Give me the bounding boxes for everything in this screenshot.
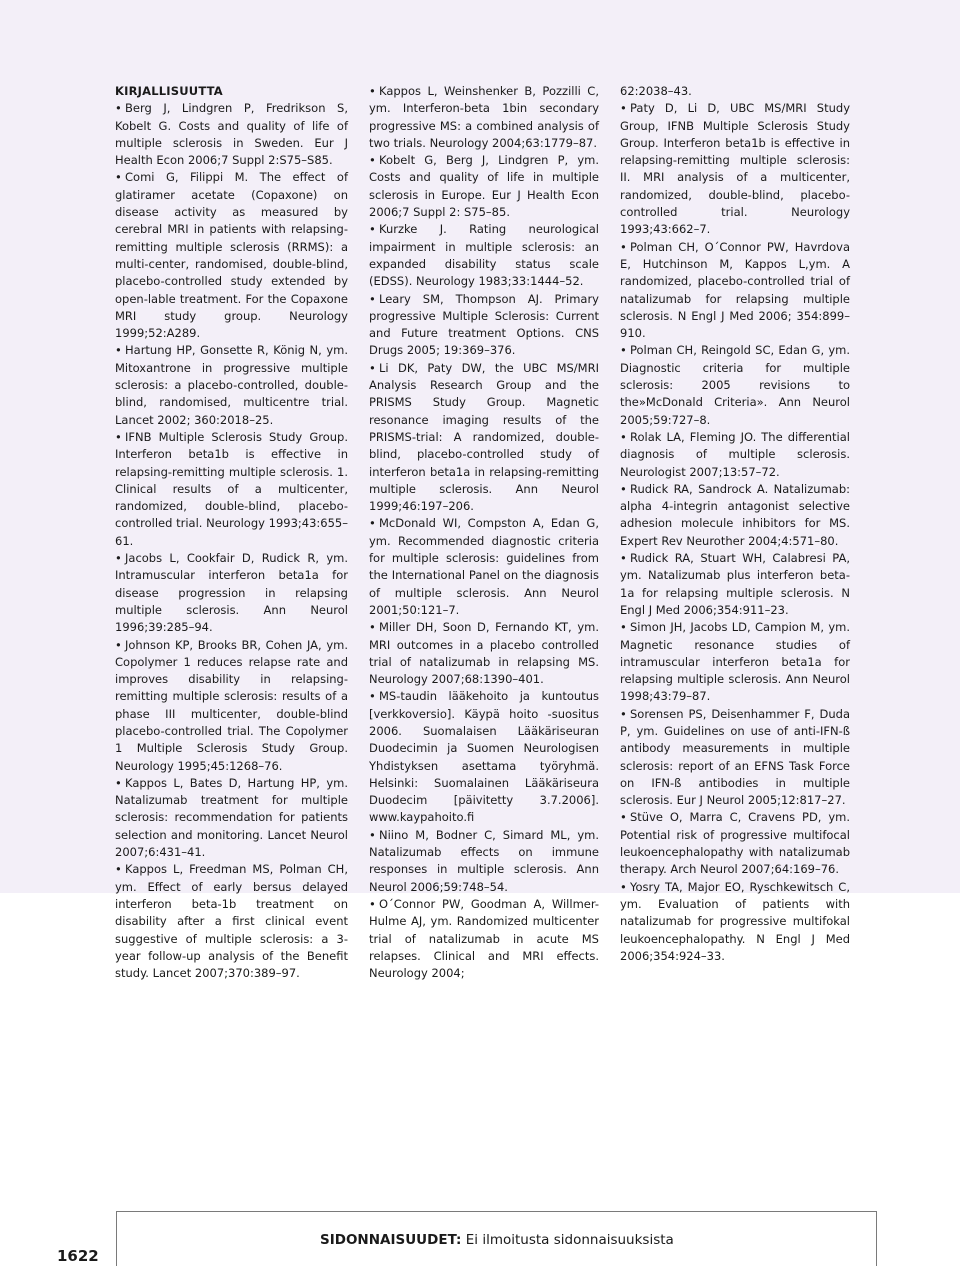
reference-text: Niino M, Bodner C, Simard ML, ym. Natalizumab effects on immune responses in multiple sclerosis. Ann Neurol 2006;59:748–54.	[369, 827, 599, 894]
reference-item	[369, 688, 599, 826]
reference-text: Miller DH, Soon D, Fernando KT, ym. MRI outcomes in a placebo controlled trial of natalizumab in relapsing MS. Neurology 2007;68:1390–401.	[369, 620, 599, 687]
reference-item	[115, 550, 348, 636]
reference-text: Jacobs L, Cookfair D, Rudick R, ym. Intramuscular interferon beta1a for disease progression in relapsing multiple sclerosis. Ann Neurol 1996;39:285–94.	[115, 551, 348, 635]
reference-item	[369, 152, 599, 221]
reference-item	[369, 827, 599, 896]
reference-text: Rolak LA, Fleming JO. The differential diagnosis of multiple sclerosis. Neurologist 2007;13:57–72.	[620, 429, 850, 479]
reference-text: Berg J, Lindgren P, Fredrikson S, Kobelt G. Costs and quality of life of multiple sclerosis in Sweden. Eur J Health Econ 2006;7 Suppl 2:S75–S85.	[115, 101, 348, 168]
reference-item	[620, 619, 850, 705]
bullet-icon: •	[620, 551, 627, 566]
disclosure-statement	[320, 1232, 674, 1248]
reference-column-1	[115, 83, 348, 982]
reference-text: Kappos L, Freedman MS, Polman CH, ym. Effect of early bersus delayed interferon beta-1b treatment on disability after a first clinical event suggestive of multiple sclerosis: a 3-year follow-up analysis of the Benefit study. Lancet 2007;370:389–97.	[115, 862, 348, 981]
reference-text: Simon JH, Jacobs LD, Campion M, ym. Magnetic resonance studies of intramuscular interferon beta1a for relapsing multiple sclerosis. Ann Neurol 1998;43:79–87.	[620, 620, 850, 704]
reference-text: Paty D, Li D, UBC MS/MRI Study Group, IFNB Multiple Sclerosis Study Group. Interferon beta1b is effective in relapsing-remitting multiple sclerosis: II. MRI analysis of a multicenter, randomized, double-blind, placebo-controlled trial. Neurology 1993;43:662–7.	[620, 101, 850, 237]
reference-item	[620, 429, 850, 481]
bullet-icon: •	[115, 862, 122, 877]
bullet-icon: •	[115, 551, 122, 566]
reference-text: Kurzke J. Rating neurological impairment in multiple sclerosis: an expanded disability status scale (EDSS). Neurology 1983;33:1444–52.	[369, 222, 599, 289]
reference-text: 62:2038–43.	[620, 84, 692, 98]
reference-text: Johnson KP, Brooks BR, Cohen JA, ym. Copolymer 1 reduces relapse rate and improves disability in relapsing-remitting multiple sclerosis: results of a phase III multicenter, double-blind placebo-controlled trial. The Copolymer 1 Multiple Sclerosis Study Group. Neurology 1995;45:1268–76.	[115, 637, 348, 773]
reference-text: Comi G, Filippi M. The effect of glatiramer acetate (Copaxone) on disease activity as measured by cerebral MRI in patients with relapsing-remitting multiple sclerosis (RRMS): a multi-center, randomised, double-blind, placebo-controlled study extended by open-lable treatment. For the Copaxone MRI study group. Neurology 1999;52:A289.	[115, 170, 348, 341]
bullet-icon: •	[369, 291, 376, 306]
reference-item	[369, 515, 599, 619]
bullet-icon: •	[369, 222, 376, 237]
bullet-icon: •	[620, 481, 627, 496]
reference-item	[620, 809, 850, 878]
bullet-icon: •	[115, 170, 122, 185]
bullet-icon: •	[620, 239, 627, 254]
bullet-icon: •	[369, 84, 376, 98]
bullet-icon: •	[620, 429, 627, 444]
page-number: 1622	[57, 1247, 99, 1265]
reference-text: Leary SM, Thompson AJ. Primary progressive Multiple Sclerosis: Current and Future treatment Options. CNS Drugs 2005; 19:369–376.	[369, 291, 599, 358]
reference-item	[115, 100, 348, 169]
reference-item	[620, 550, 850, 619]
reference-item	[620, 342, 850, 428]
bullet-icon: •	[369, 896, 376, 911]
reference-item	[369, 291, 599, 360]
reference-text: Polman CH, O´Connor PW, Havrdova E, Hutchinson M, Kappos L,ym. A randomized, placebo-controlled trial of natalizumab for relapsing multiple sclerosis. N Engl J Med 2006; 354:899–910.	[620, 239, 850, 341]
bullet-icon: •	[620, 620, 627, 635]
reference-text: O´Connor PW, Goodman A, Willmer-Hulme AJ, ym. Randomized multicenter trial of natalizumab in acute MS relapses. Clinical and MRI effects. Neurology 2004;	[369, 896, 599, 981]
bullet-icon: •	[115, 343, 122, 358]
section-heading: KIRJALLISUUTTA	[115, 84, 223, 98]
bullet-icon: •	[115, 775, 122, 790]
bullet-icon: •	[369, 360, 376, 375]
disclosure-value: Ei ilmoitusta sidonnaisuuksista	[461, 1232, 674, 1248]
reference-text: McDonald WI, Compston A, Edan G, ym. Recommended diagnostic criteria for multiple sclerosis: guidelines from the International Panel on the diagnosis of multiple sclerosis. Ann Neurol 2001;50:121–7.	[369, 516, 599, 617]
reference-list	[369, 83, 599, 982]
reference-text: Li DK, Paty DW, the UBC MS/MRI Analysis Research Group and the PRISMS Study Group. Magnetic resonance imaging results of the PRISMS-trial: A randomized, double-blind, placebo-controlled study of interferon beta1a in relapsing-remitting multiple sclerosis. Ann Neurol 1999;46:197–206.	[369, 360, 599, 514]
reference-text: Kappos L, Bates D, Hartung HP, ym. Natalizumab treatment for multiple sclerosis: recommendation for patients selection and monitoring. Lancet Neurol 2007;6:431–41.	[115, 775, 348, 860]
reference-text: Rudick RA, Stuart WH, Calabresi PA, ym. Natalizumab plus interferon beta-1a for relapsing multiple sclerosis. N Engl J Med 2006;354:911–23.	[620, 551, 850, 617]
bullet-icon: •	[369, 689, 376, 704]
reference-item	[115, 775, 348, 861]
reference-item	[620, 879, 850, 965]
reference-item	[115, 342, 348, 428]
reference-item	[369, 360, 599, 516]
bullet-icon: •	[115, 637, 122, 652]
reference-item	[369, 896, 599, 982]
reference-text: Polman CH, Reingold SC, Edan G, ym. Diagnostic criteria for multiple sclerosis: 2005 revisions to the»McDonald Criteria». Ann Neurol 2005;59:727–8.	[620, 343, 850, 427]
reference-text: Yosry TA, Major EO, Ryschkewitsch C, ym. Evaluation of patients with natalizumab for progressive multifokal leukoencephalopathy. N Engl J Med 2006;354:924–33.	[620, 879, 850, 963]
disclosure-label: SIDONNAISUUDET:	[320, 1232, 462, 1248]
reference-item	[115, 169, 348, 342]
bullet-icon: •	[620, 343, 627, 358]
reference-item	[115, 637, 348, 775]
bullet-icon: •	[620, 101, 627, 116]
reference-item	[620, 83, 850, 100]
bullet-icon: •	[115, 101, 122, 116]
reference-item	[115, 429, 348, 550]
reference-text: IFNB Multiple Sclerosis Study Group. Interferon beta1b is effective in relapsing-remitting multiple sclerosis. 1. Clinical results of a multicenter, randomized, double-blind, placebo-controlled trial. Neurology 1993;43:655–61.	[115, 429, 348, 548]
bullet-icon: •	[620, 879, 627, 894]
reference-column-3	[620, 83, 850, 965]
reference-item	[620, 100, 850, 238]
reference-text: Rudick RA, Sandrock A. Natalizumab: alpha 4-integrin antagonist selective adhesion molecule inhibitors for MS. Expert Rev Neurother 2004;4:571–80.	[620, 481, 850, 548]
reference-column-2	[369, 83, 599, 982]
reference-list	[620, 83, 850, 965]
reference-item	[620, 481, 850, 550]
reference-item	[369, 221, 599, 290]
reference-text: Kobelt G, Berg J, Lindgren P, ym. Costs and quality of life in multiple sclerosis in Europe. Eur J Health Econ 2006;7 Suppl 2: S75–85.	[369, 153, 599, 220]
bullet-icon: •	[620, 810, 627, 825]
bullet-icon: •	[620, 706, 627, 721]
reference-text: Hartung HP, Gonsette R, König N, ym. Mitoxantrone in progressive multiple sclerosis: a placebo-controlled, double-blind, randomised, multicentre trial. Lancet 2002; 360:2018–25.	[115, 343, 348, 427]
bullet-icon: •	[115, 429, 122, 444]
reference-item	[620, 706, 850, 810]
bullet-icon: •	[369, 827, 376, 842]
reference-item	[369, 619, 599, 688]
reference-item	[369, 83, 599, 152]
bullet-icon: •	[369, 153, 376, 168]
reference-item	[620, 239, 850, 343]
reference-text: Kappos L, Weinshenker B, Pozzilli C, ym. Interferon-beta 1bin secondary progressive MS: a combined analysis of two trials. Neurology 2004;63:1779–87.	[369, 84, 599, 150]
reference-item	[115, 861, 348, 982]
reference-text: Stüve O, Marra C, Cravens PD, ym. Potential risk of progressive multifocal leukoencephalopathy with natalizumab therapy. Arch Neurol 2007;64:169–76.	[620, 810, 850, 877]
bullet-icon: •	[369, 516, 376, 531]
reference-list	[115, 100, 348, 982]
bullet-icon: •	[369, 620, 376, 635]
reference-text: Sorensen PS, Deisenhammer F, Duda P, ym. Guidelines on use of anti-IFN-ß antibody measurements in multiple sclerosis: report of an EFNS Task Force on IFN-ß antibodies in multiple sclerosis. Eur J Neurol 2005;12:817–27.	[620, 706, 850, 808]
reference-text: MS-taudin lääkehoito ja kuntoutus [verkkoversio]. Käypä hoito -suositus 2006. Suomalaisen Lääkäriseuran Duodecimin ja Suomen Neurologisen Yhdistyksen asettama työryhmä. Helsinki: Suomalainen Lääkäriseura Duodecim [päivitetty 3.7.2006]. www.kaypahoito.fi	[369, 689, 599, 825]
